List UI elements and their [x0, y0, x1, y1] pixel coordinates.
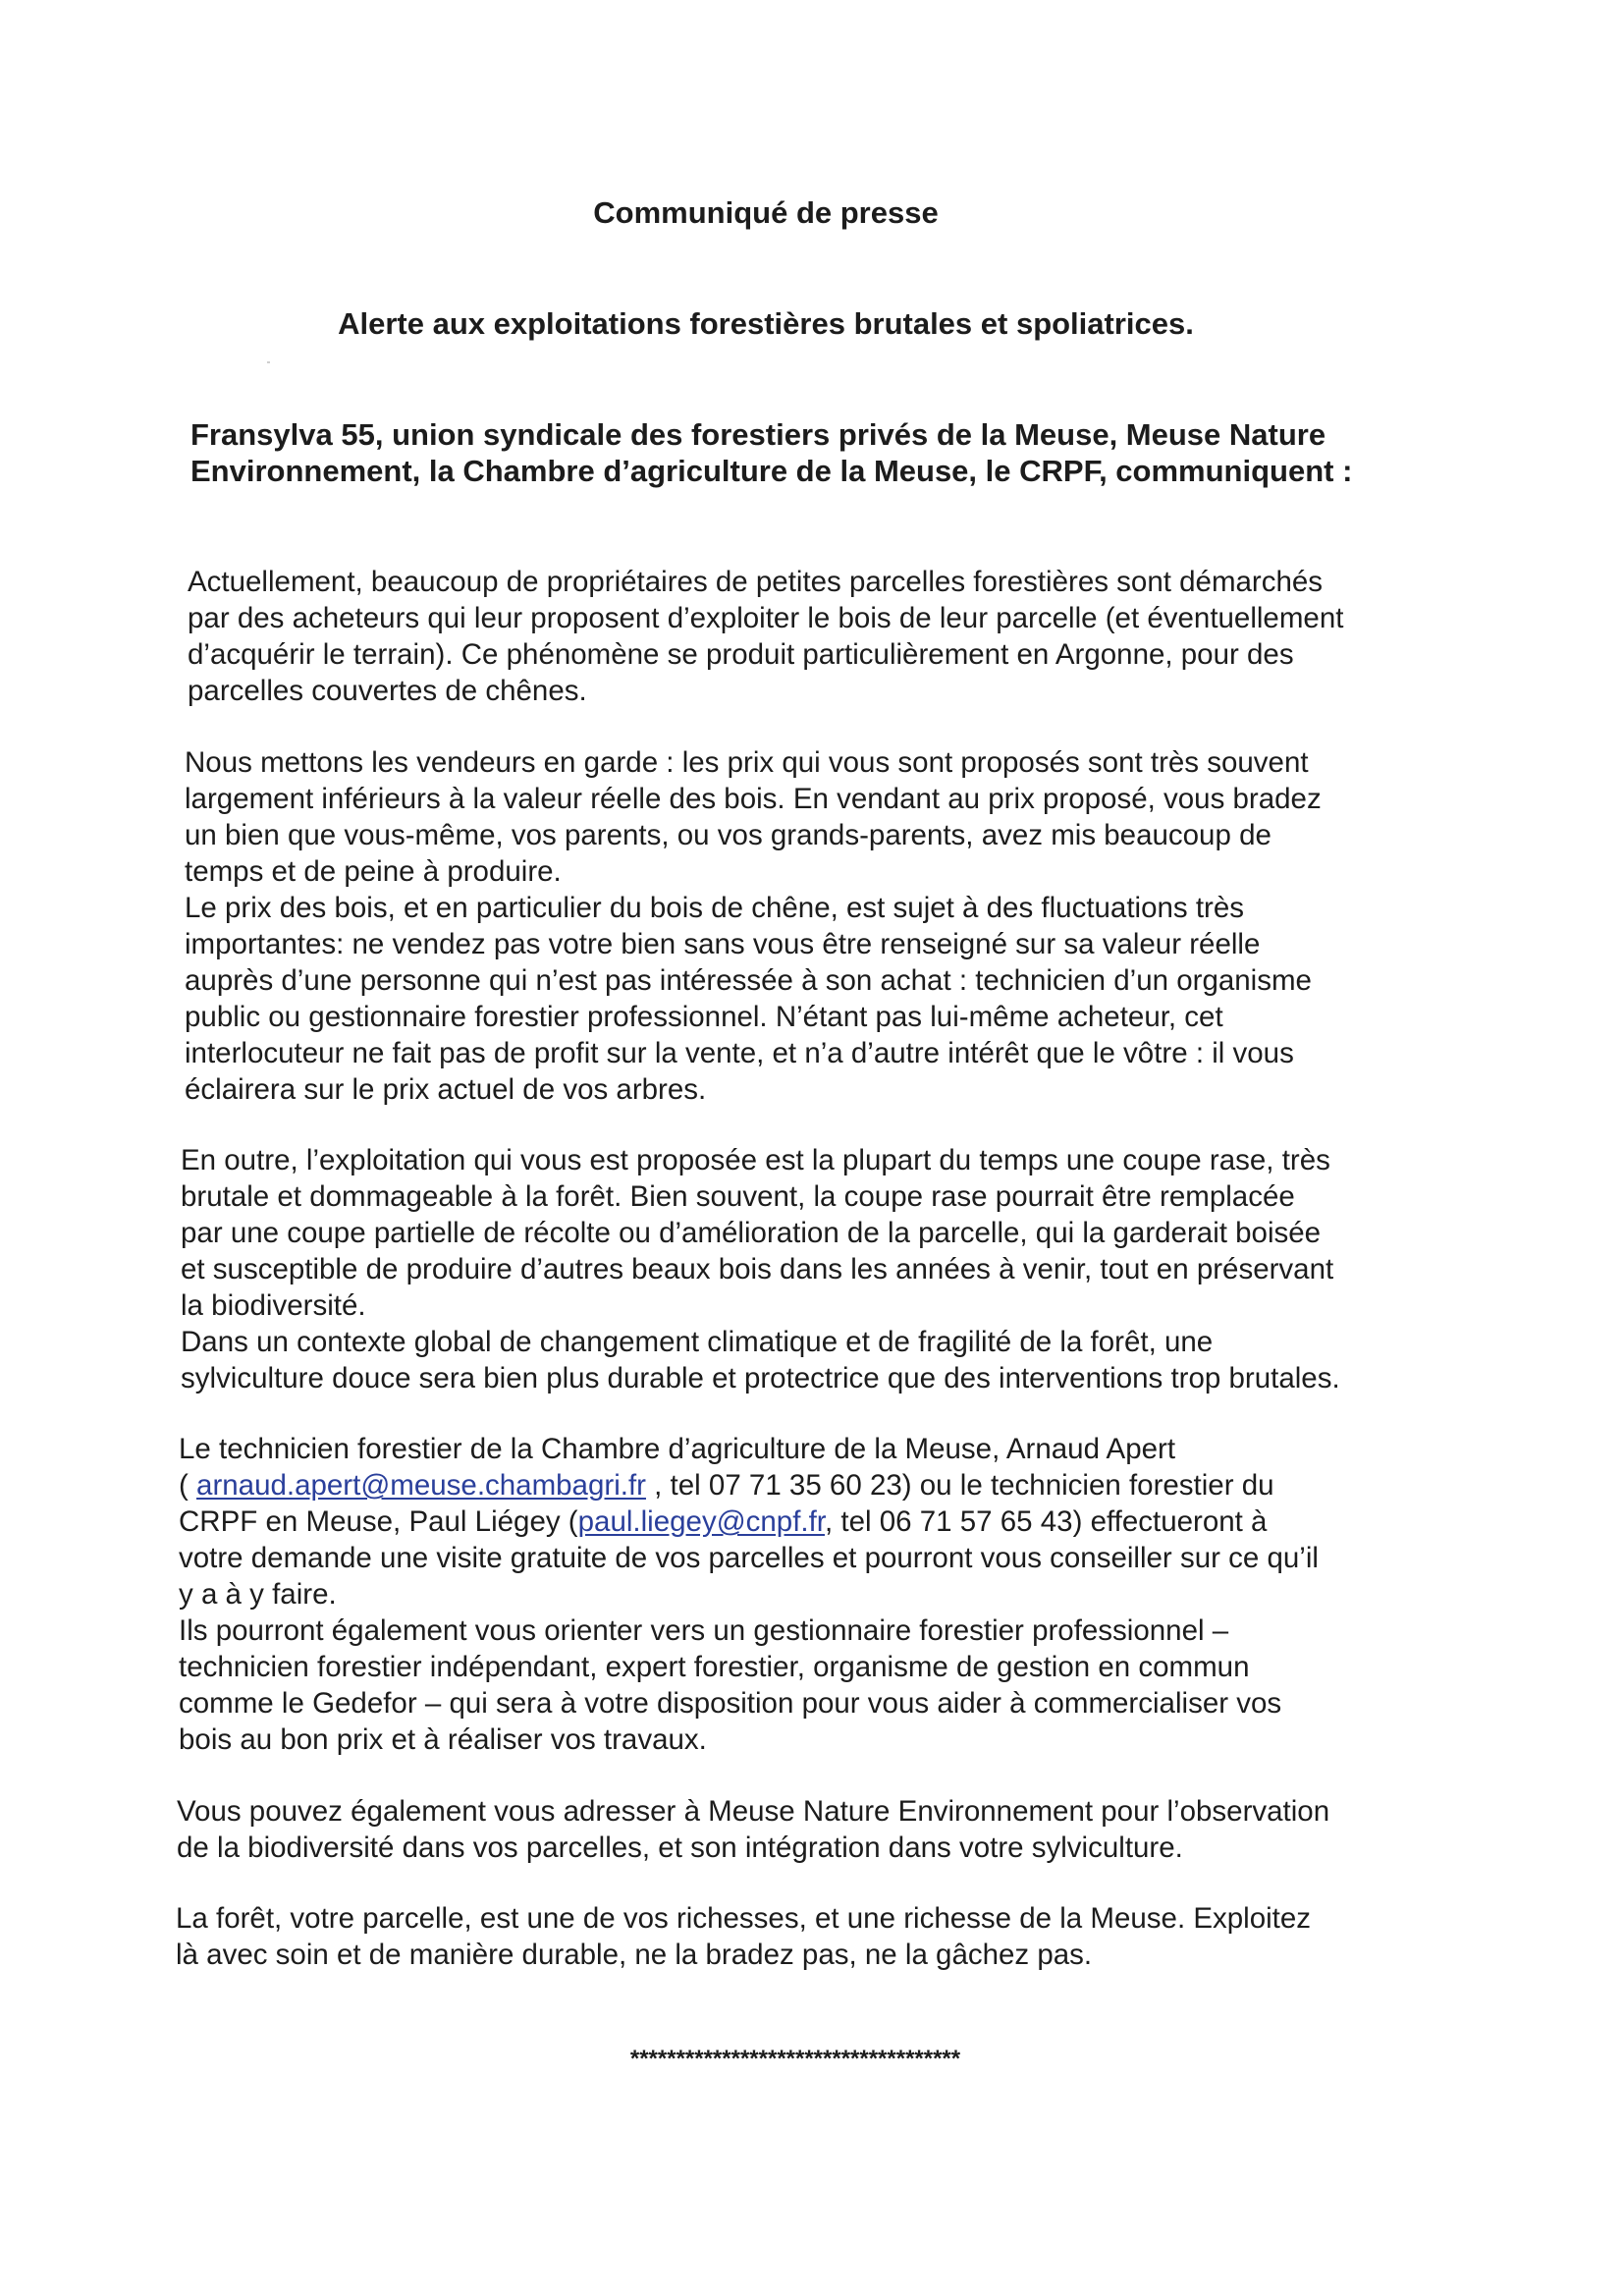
text-line: Nous mettons les vendeurs en garde : les prix qui vous sont proposés sont très souvent — [185, 746, 1309, 779]
text-line: La forêt, votre parcelle, est une de vos richesses, et une richesse de la Meuse. Exploitez — [176, 1902, 1312, 1935]
text-line: Vous pouvez également vous adresser à Meuse Nature Environnement pour l’observation — [177, 1795, 1330, 1828]
text-line: interlocuteur ne fait pas de profit sur la vente, et n’a d’autre intérêt que le vôtre : il vous — [185, 1037, 1294, 1069]
text-line: bois au bon prix et à réaliser vos travaux. — [179, 1723, 707, 1756]
text-line: Actuellement, beaucoup de propriétaires de petites parcelles forestières sont démarchés — [188, 566, 1324, 598]
text-line: technicien forestier indépendant, expert forestier, organisme de gestion en commun — [179, 1651, 1250, 1683]
text-line: d’acquérir le terrain). Ce phénomène se produit particulièrement en Argonne, pour des — [188, 638, 1294, 671]
page-title: Communiqué de presse — [593, 195, 939, 230]
text-line — [179, 1467, 1623, 1503]
text-line: y a à y faire. — [179, 1578, 337, 1611]
paragraph-conclusion — [176, 1900, 1623, 1973]
text-line: Dans un contexte global de changement climatique et de fragilité de la forêt, une — [181, 1326, 1214, 1358]
text-fragment: ( — [179, 1469, 197, 1502]
text-line: par des acheteurs qui leur proposent d’exploiter le bois de leur parcelle (et éventuellement — [188, 602, 1344, 634]
text-fragment: CRPF en Meuse, Paul Liégey ( — [179, 1505, 578, 1538]
text-line: temps et de peine à produire. — [185, 855, 562, 888]
text-line: un bien que vous-même, vos parents, ou vos grands-parents, avez mis beaucoup de — [185, 819, 1271, 851]
text-line: votre demande une visite gratuite de vos parcelles et pourront vous conseiller sur ce qu’il — [179, 1542, 1319, 1574]
paragraph-contacts — [179, 1431, 1623, 1758]
text-line: En outre, l’exploitation qui vous est proposée est la plupart du temps une coupe rase, très — [181, 1144, 1330, 1176]
text-fragment: , tel 06 71 57 65 43) effectueront à — [824, 1505, 1268, 1538]
text-line: par une coupe partielle de récolte ou d’amélioration de la parcelle, qui la garderait boisée — [181, 1217, 1322, 1249]
text-line: Le technicien forestier de la Chambre d’agriculture de la Meuse, Arnaud Apert — [179, 1433, 1176, 1465]
text-line: brutale et dommageable à la forêt. Bien souvent, la coupe rase pourrait être remplacée — [181, 1180, 1295, 1213]
end-separator: ************************************ — [629, 2046, 961, 2072]
text-fragment: , tel 07 71 35 60 23) ou le technicien forestier du — [645, 1469, 1274, 1502]
text-line: sylviculture douce sera bien plus durable et protectrice que des interventions trop brutales. — [181, 1362, 1340, 1394]
intro-line: Fransylva 55, union syndicale des forestiers privés de la Meuse, Meuse Nature — [190, 417, 1326, 452]
paragraph-situation — [188, 564, 1623, 709]
text-line: importantes: ne vendez pas votre bien sans vous être renseigné sur sa valeur réelle — [185, 928, 1261, 960]
text-line: Le prix des bois, et en particulier du bois de chêne, est sujet à des fluctuations très — [185, 892, 1245, 924]
text-line: la biodiversité. — [181, 1289, 366, 1322]
text-line: Ils pourront également vous orienter vers un gestionnaire forestier professionnel – — [179, 1614, 1229, 1647]
paragraph-clearcut — [181, 1142, 1623, 1396]
intro-statement — [190, 416, 1487, 489]
text-line: de la biodiversité dans vos parcelles, et son intégration dans votre sylviculture. — [177, 1831, 1183, 1864]
intro-line: Environnement, la Chambre d’agriculture de la Meuse, le CRPF, communiquent : — [190, 454, 1353, 488]
text-line: largement inférieurs à la valeur réelle des bois. En vendant au prix proposé, vous bradez — [185, 783, 1322, 815]
text-line: comme le Gedefor – qui sera à votre disposition pour vous aider à commercialiser vos — [179, 1687, 1282, 1720]
email-link-paul-liegey[interactable]: paul.liegey@cnpf.fr — [577, 1505, 825, 1538]
page-subtitle: Alerte aux exploitations forestières brutales et spoliatrices. — [338, 306, 1194, 341]
paragraph-biodiversity — [177, 1793, 1623, 1866]
text-line: parcelles couvertes de chênes. — [188, 675, 587, 707]
text-line: auprès d’une personne qui n’est pas intéressée à son achat : technicien d’un organisme — [185, 964, 1312, 997]
paragraph-warning — [185, 744, 1623, 1108]
text-line — [179, 1503, 1623, 1540]
text-line: et susceptible de produire d’autres beaux bois dans les années à venir, tout en préservant — [181, 1253, 1334, 1285]
text-line: là avec soin et de manière durable, ne la bradez pas, ne la gâchez pas. — [176, 1939, 1093, 1971]
scan-speck — [267, 361, 270, 363]
text-line: éclairera sur le prix actuel de vos arbres. — [185, 1073, 707, 1106]
text-line: public ou gestionnaire forestier professionnel. N’étant pas lui-même acheteur, cet — [185, 1001, 1223, 1033]
email-link-arnaud-apert[interactable]: arnaud.apert@meuse.chambagri.fr — [196, 1469, 646, 1502]
